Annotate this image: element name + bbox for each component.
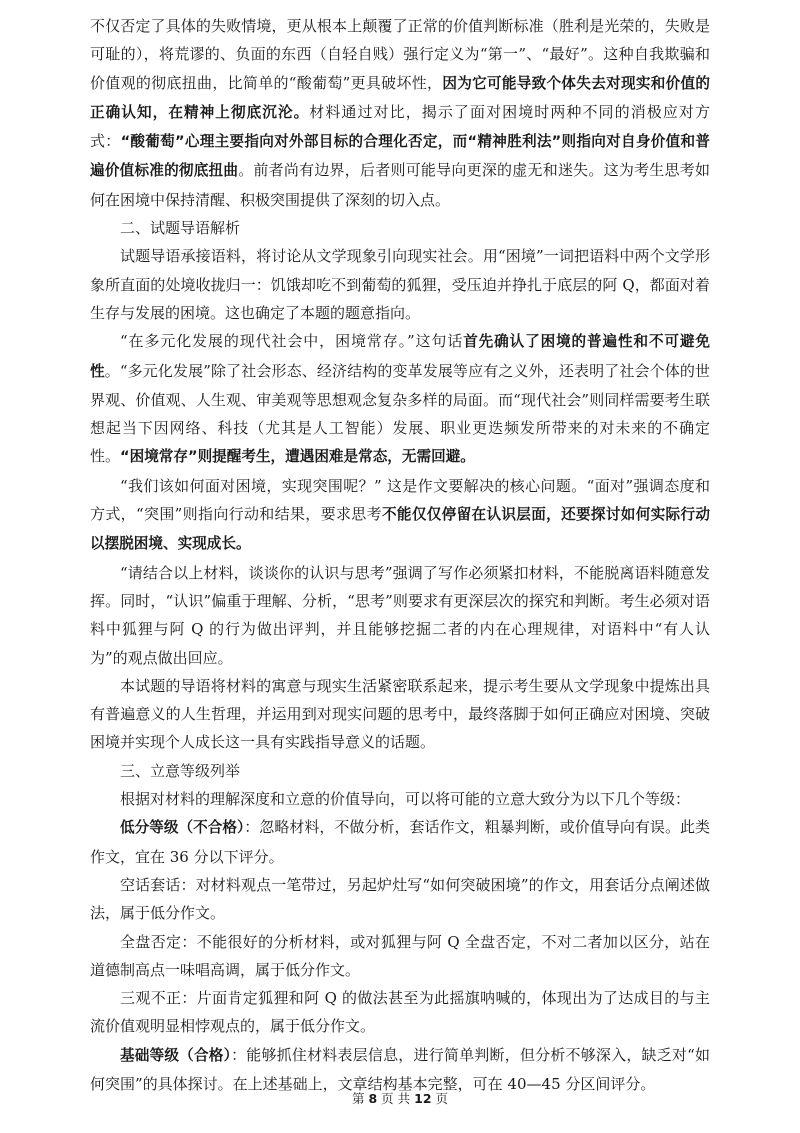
document-body [90,12,710,1098]
body-text: 全盘否定：不能很好的分析材料，或对狐狸与阿 Q 全盘否定，不对二者加以区分，站在道德制高点一味唱高调，属于低分作文。 [90,932,710,979]
paragraph [90,813,710,871]
paragraph [90,672,710,757]
total-page-number: 12 [414,1091,432,1106]
page-footer [0,1089,800,1107]
paragraph [90,928,710,985]
bold-text: 因为它可能导致个体失去对现实和价值的正确认知，在精神上彻底沉沦。 [90,74,710,121]
body-text: “在多元化发展的现代社会中，困境常存。”这句话 [120,332,464,351]
body-text: 本试题的导语将材料的寓意与现实生活紧密联系起来，提示考生要从文学现象中提炼出具有普遍意义的人生哲理，并运用到对现实问题的思考中，最终落脚于如何正确应对困境、突破困境并实现个人成长这一具有实践指导意义的话题。 [90,676,710,752]
body-text: 三观不正：片面肯定狐狸和阿 Q 的做法甚至为此摇旗呐喊的，体现出为了达成目的与主流价值观明显相悖观点的，属于低分作文。 [90,989,710,1036]
body-text: 。前者尚有边界，后者则可能导向更深的虚无和迷失。这为考生思考如何在困境中保持清醒、积极突围提供了深刻的切入点。 [90,161,710,209]
body-text: 材料通过对比，揭示了面对困境时两种不同的消极应对方式： [90,102,710,151]
footer-prefix: 第 [351,1091,365,1106]
bold-text: 基础等级（合格） [120,1046,232,1064]
body-text: 空话套话：对材料观点一笔带过，另起炉灶写“如何突破困境”的作文，用套话分点阐述做法，属于低分作文。 [90,875,710,923]
paragraph [90,12,710,214]
body-text: 不仅否定了具体的失败情境，更从根本上颠覆了正常的价值判断标准（胜利是光荣的，失败是可耻的），将荒谬的、负面的东西（自轻自贱）强行定义为“第一”、“最好”。这种自我欺骗和价值观的彻底扭曲，比简单的“酸葡萄”更具破坏性， [90,17,710,92]
paragraph [90,472,710,559]
paragraph [90,327,710,471]
body-text: 试题导语承接语料，将讨论从文学现象引向现实社会。用“困境”一词把语料中两个文学形象所直面的处境收拢归一：饥饿却吃不到葡萄的狐狸，受压迫并挣扎于底层的阿 Q，都面对着生存与发展的困境。这也确定了本题的题意指向。 [90,247,710,322]
footer-suffix: 页 [435,1091,449,1106]
paragraph [90,214,710,242]
paragraph [90,785,710,813]
body-text: 二、试题导语解析 [120,219,241,238]
bold-text: 不能仅仅停留在认识层面，还要探讨如何实际行动以摆脱困境、实现成长。 [90,506,710,553]
body-text: “请结合以上材料，谈谈你的认识与思考”强调了写作必须紧扣材料，不能脱离语料随意发挥。同时，“认识”偏重于理解、分析，“思考”则要求有更深层次的探究和判断。考生必须对语料中狐狸与阿 Q 的行为做出评判，并且能够挖掘二者的内在心理规律，对语料中“有人认为”的观点做出回应。 [90,563,710,667]
body-text: 三、立意等级列举 [120,761,241,780]
bold-text: “酸葡萄”心理主要指向对外部目标的合理化否定，而“精神胜利法”则指向对自身价值和普遍价值标准的彻底扭曲 [90,133,710,180]
bold-text: “困境常存”则提醒考生，遭遇困难是常态，无需回避。 [120,448,475,466]
paragraph [90,559,710,672]
bold-text: 低分等级（不合格） [120,819,245,837]
paragraph [90,242,710,327]
paragraph [90,984,710,1041]
body-text: 。“多元化发展”除了社会形态、经济结构的变革发展等应有之义外，还表明了社会个体的世界观、价值观、人生观、审美观等思想观念复杂多样的局面。而“现代社会”则同样需要考生联想起当下因网络、科技（尤其是人工智能）发展、职业更迭频发所带来的对未来的不确定性。 [90,361,710,466]
paragraph [90,757,710,785]
body-text: ：忽略材料，不做分析，套话作文，粗暴判断，或价值导向有误。此类作文，宜在 36 分以下评分。 [90,818,710,866]
body-text: “我们该如何面对困境，实现突围呢？” 这是作文要解决的核心问题。“面对”强调态度和方式，“突围”则指向行动和结果，要求思考 [90,476,710,524]
footer-middle: 页 共 [381,1091,411,1106]
current-page-number: 8 [368,1091,378,1106]
body-text: ：能够抓住材料表层信息，进行简单判断，但分析不够深入，缺乏对“如何突围”的具体探讨。在上述基础上，文章结构基本完整，可在 40—45 分区间评分。 [90,1045,711,1093]
bold-text: 首先确认了困境的普遍性和不可避免性 [90,333,710,380]
body-text: 根据对材料的理解深度和立意的价值导向，可以将可能的立意大致分为以下几个等级： [120,790,691,809]
paragraph [90,871,710,928]
